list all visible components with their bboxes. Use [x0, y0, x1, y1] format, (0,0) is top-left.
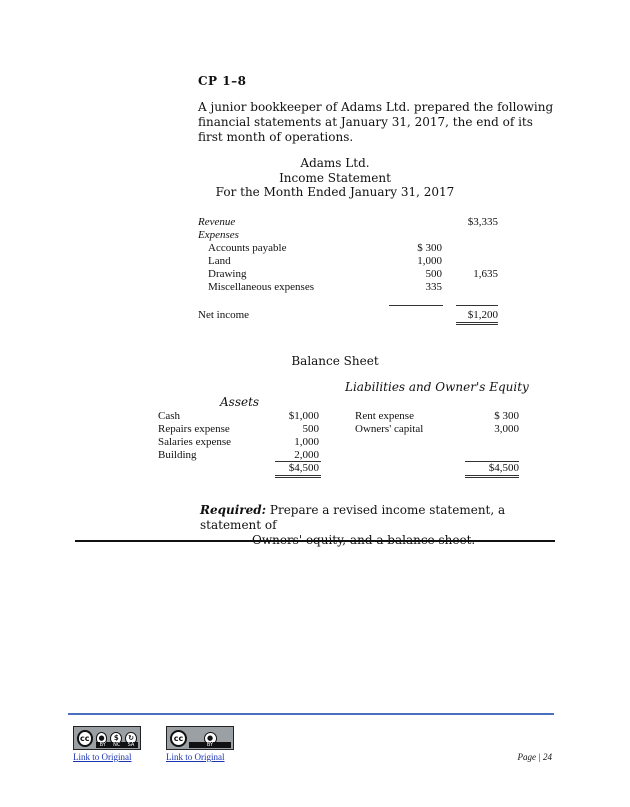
- problem-heading: CP 1–8: [198, 74, 247, 88]
- liability-label: Owners' capital: [355, 423, 424, 435]
- company-name: Adams Ltd.: [300, 156, 370, 170]
- page-number: Page | 24: [517, 752, 552, 762]
- expense-item-amount: $ 300: [417, 242, 442, 254]
- revenue-value: $3,335: [467, 216, 498, 228]
- by-icon: ●: [204, 732, 217, 745]
- asset-label: Building: [158, 449, 197, 461]
- cc-by-nc-sa-badge[interactable]: [73, 726, 141, 750]
- liabilities-total: $4,500: [488, 462, 519, 474]
- asset-amount: 1,000: [294, 436, 319, 448]
- double-underline: [456, 322, 498, 325]
- liability-amount: $ 300: [494, 410, 519, 422]
- double-underline: [275, 475, 321, 478]
- expense-item-amount: 335: [425, 281, 442, 293]
- footer-rule: [68, 713, 554, 715]
- liabilities-heading: Liabilities and Owner's Equity: [345, 380, 529, 394]
- required-line1: Prepare a revised income statement, a statement of: [200, 503, 506, 532]
- expense-item-label: Drawing: [208, 268, 247, 280]
- net-income-value: $1,200: [467, 309, 498, 321]
- problem-intro: A junior bookkeeper of Adams Ltd. prepared the following financial statements at January 31, 2017, the end of its first month of operations.: [198, 100, 554, 144]
- expense-item-label: Miscellaneous expenses: [208, 281, 314, 293]
- cc-by-badge[interactable]: [166, 726, 234, 750]
- expenses-label: Expenses: [198, 229, 239, 241]
- expense-item-label: Accounts payable: [208, 242, 287, 254]
- subtotal-rule: [389, 305, 443, 306]
- liability-amount: 3,000: [494, 423, 519, 435]
- asset-label: Repairs expense: [158, 423, 230, 435]
- cc-icon: cc: [77, 730, 93, 747]
- asset-amount: 2,000: [294, 449, 319, 461]
- asset-label: Cash: [158, 410, 180, 422]
- nc-icon: $: [110, 732, 122, 745]
- balance-sheet-title: Balance Sheet: [291, 354, 379, 368]
- sa-icon: ↻: [125, 732, 137, 745]
- by-icon: ●: [96, 732, 108, 745]
- expenses-total: 1,635: [473, 268, 498, 280]
- cc-icon: cc: [170, 730, 187, 747]
- expense-item-amount: 500: [425, 268, 442, 280]
- link-to-original-2[interactable]: Link to Original: [166, 752, 225, 762]
- liability-label: Rent expense: [355, 410, 414, 422]
- badge-label-bar: BY NC SA: [96, 742, 138, 748]
- income-statement-title: Income Statement: [279, 171, 391, 185]
- assets-heading: Assets: [220, 395, 260, 409]
- revenue-label: Revenue: [198, 216, 236, 228]
- link-to-original-1[interactable]: Link to Original: [73, 752, 132, 762]
- asset-amount: 500: [302, 423, 319, 435]
- badge-label-bar: BY: [189, 742, 231, 748]
- assets-total: $4,500: [288, 462, 319, 474]
- income-statement-period: For the Month Ended January 31, 2017: [215, 185, 455, 199]
- asset-label: Salaries expense: [158, 436, 231, 448]
- net-income-label: Net income: [198, 309, 250, 321]
- expense-item-amount: 1,000: [417, 255, 442, 267]
- required-label: Required:: [200, 503, 267, 517]
- expense-item-label: Land: [208, 255, 231, 267]
- asset-amount: $1,000: [288, 410, 319, 422]
- subtotal-rule: [456, 305, 498, 306]
- double-underline: [465, 475, 519, 478]
- section-divider: [75, 540, 555, 542]
